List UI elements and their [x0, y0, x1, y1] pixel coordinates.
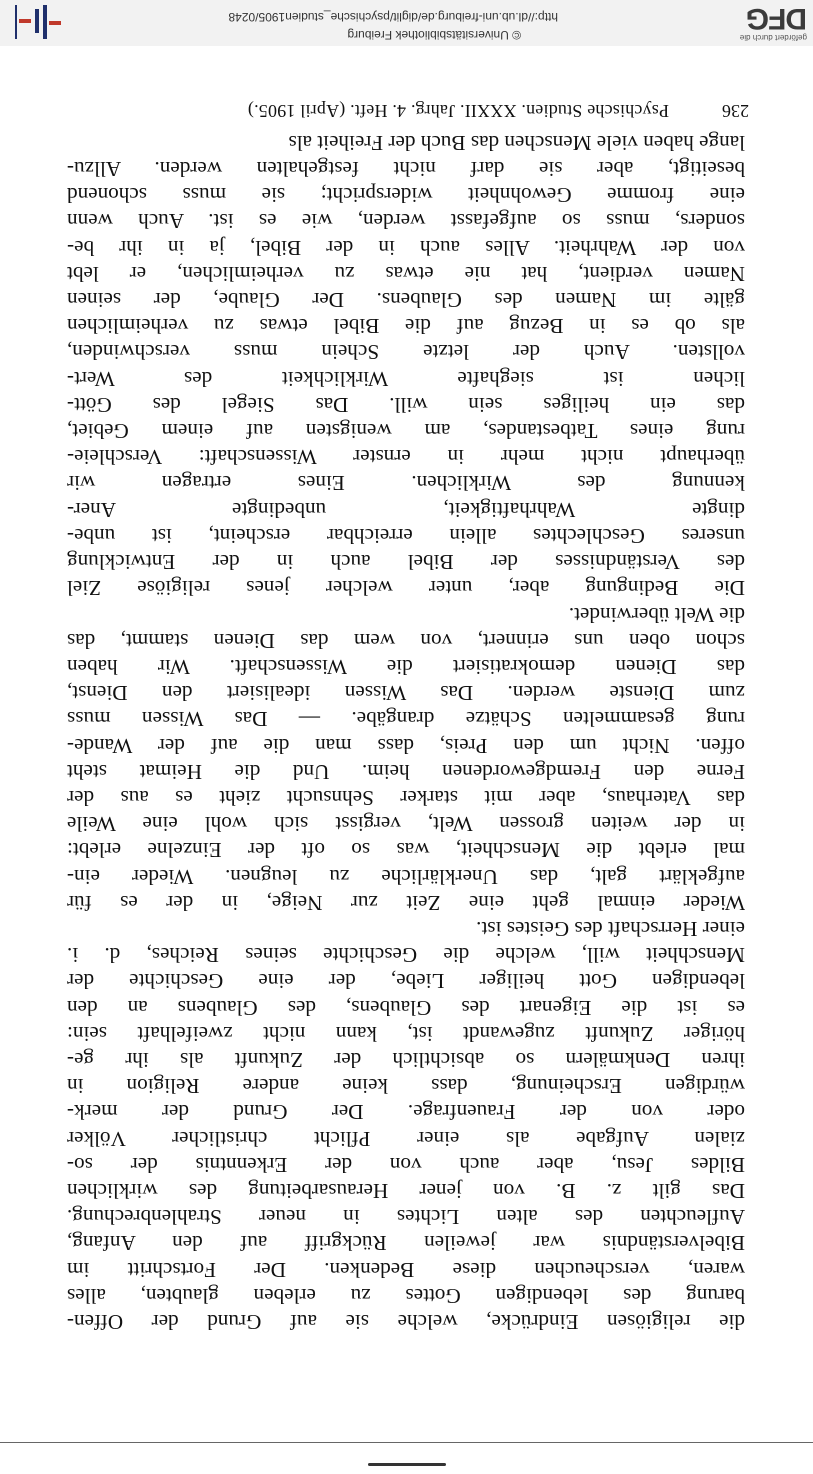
bottom-nav-bar — [0, 1442, 813, 1474]
text-line: oder von der Frauenfrage. Der Grund der merk- — [67, 1100, 745, 1125]
text-line: als ob es in Bezug auf die Bibel etwas zu verheimlichen — [67, 314, 745, 339]
text-line: Namen verdient, hat nie etwas zu verheimlichen, er lebt — [67, 261, 745, 286]
text-line: vollsten. Auch der letzte Schein muss verschwinden, — [67, 340, 745, 365]
text-line: sonders, muss so aufgefasst werden, wie es ist. Auch wenn — [67, 209, 745, 234]
text-line: zialen Aufgabe als einer Pflicht christlicher Völker — [67, 1126, 745, 1151]
text-line: beseitigt, aber sie darf nicht festgehalten werden. Allzu- — [67, 157, 745, 182]
text-line: des Verständnisses der Bibel auch in der Entwicklung — [67, 550, 745, 575]
dfg-logo-subtext: gefördert durch die — [739, 33, 807, 42]
text-line: Aufleuchten des alten Lichtes in neuer Strahlenbrechung. — [67, 1205, 745, 1230]
text-line: Ferne den Fremdgewordenen heim. Und die Heimat steht — [67, 759, 745, 784]
text-line: lange haben viele Menschen das Buch der Freiheit als — [288, 130, 745, 155]
text-line: rung gesammelten Schätze drangäbe. — Das Wissen muss — [67, 707, 745, 732]
text-line: unseres Geschlechtes allein erreichbar erscheint, ist unbe- — [67, 523, 745, 548]
text-line: lichen ist sieghafte Wirklichkeit des Wert- — [67, 366, 745, 391]
body-text — [67, 130, 745, 1335]
text-line: das ein heiliges sein will. Das Siegel des Gött- — [67, 392, 745, 417]
text-line: überhaupt nicht mehr in ernster Wissenschaft: Verschleie- — [67, 445, 745, 470]
text-line: eine fromme Gewohnheit widerspricht; sie muss schonend — [67, 183, 745, 208]
text-line: Bibelverständnis war jeweilen Rückgriff auf den Anfang, — [67, 1231, 745, 1256]
text-line: waren, verscheuchen diese Bedenken. Der Fortschritt im — [67, 1257, 745, 1282]
home-indicator-handle[interactable] — [368, 1463, 446, 1466]
text-line: lebendigen Gott heiliger Liebe, der eine Geschichte der — [67, 969, 745, 994]
text-line: Wieder einmal geht eine Zeit zur Neige, in der es für — [67, 890, 745, 915]
text-line: von der Wahrheit. Alles auch in der Bibel, ja in ihr be- — [67, 235, 745, 260]
dfg-logo-text: DFG — [746, 2, 807, 35]
text-line: Bildes Jesu, aber auch von der Erkenntnis der so- — [67, 1152, 745, 1177]
text-line: Das gilt z. B. von jener Herausarbeitung des wirklichen — [67, 1178, 745, 1203]
text-line: die religiösen Eindrücke, welche sie auf Grund der Offen- — [67, 1310, 745, 1334]
text-line: Menschheit will, welche die Geschichte seines Reiches, d. i. — [67, 943, 745, 968]
dfg-logo — [723, 4, 807, 42]
text-line: höriger Zukunft zugewandt ist, kann nicht zweifelhaft sein: — [67, 1021, 745, 1046]
running-title: Psychische Studien. XXXII. Jahrg. 4. Heft. (April 1905.) — [247, 101, 669, 121]
text-line: offen. Nicht um den Preis, dass man die auf der Wande- — [67, 733, 745, 758]
text-line: zum Dienste werden. Das Wissen idealisiert den Dienst, — [67, 681, 745, 706]
text-line: gälte im Namen des Glaubens. Der Glaube, der seinen — [67, 288, 745, 313]
text-line: das Dienen demokratisiert die Wissenschaft. Wir haben — [67, 654, 745, 679]
text-line: die Welt überwindet. — [568, 602, 745, 627]
text-line: barung des lebendigen Gottes zu erleben glaubten, alles — [67, 1283, 745, 1308]
text-line: würdigen Erscheinung, dass keine andere Religion in — [67, 1074, 745, 1099]
text-line: es ist die Eigenart des Glaubens, des Glaubens an den — [67, 995, 745, 1020]
text-line: schon oben uns erinnert, von wem das Dienen stammt, das — [67, 628, 745, 653]
university-library-logo-icon — [13, 3, 63, 43]
copyright-text: © Universitätsbibliothek Freiburg — [347, 28, 521, 42]
source-url-link[interactable]: http://dl.ub.uni-freiburg.de/diglit/psychische_studien1905/0248 — [228, 10, 558, 24]
viewer-footer-bar — [0, 0, 813, 46]
page-number: 236 — [722, 101, 749, 121]
running-header — [69, 86, 749, 121]
text-line: in der weiten grossen Welt, vergisst sich wohl eine Weile — [67, 812, 745, 837]
text-line: rung eines Tatbestandes, am wenigsten auf einem Gebiet, — [67, 419, 745, 444]
text-line: dingte Wahrhaftigkeit, unbedingte Aner- — [67, 497, 745, 522]
text-line: ihren Denkmälern so absichtlich der Zukunft als ihr ge- — [67, 1047, 745, 1072]
text-line: aufgeklärt galt, das Unerklärliche zu leugnen. Wieder ein- — [67, 864, 745, 889]
text-line: einer Herrschaft des Geistes ist. — [476, 916, 745, 941]
text-line: mal erlebt die Menschheit, was so oft der Einzelne erlebt: — [67, 838, 745, 863]
text-line: kennung des Wirklichen. Eines ertragen wir — [67, 471, 745, 496]
text-line: Die Bedingung aber, unter welcher jenes religiöse Ziel — [67, 576, 745, 601]
text-line: das Vaterhaus, aber mit starker Sehnsucht zieht es aus der — [67, 785, 745, 810]
